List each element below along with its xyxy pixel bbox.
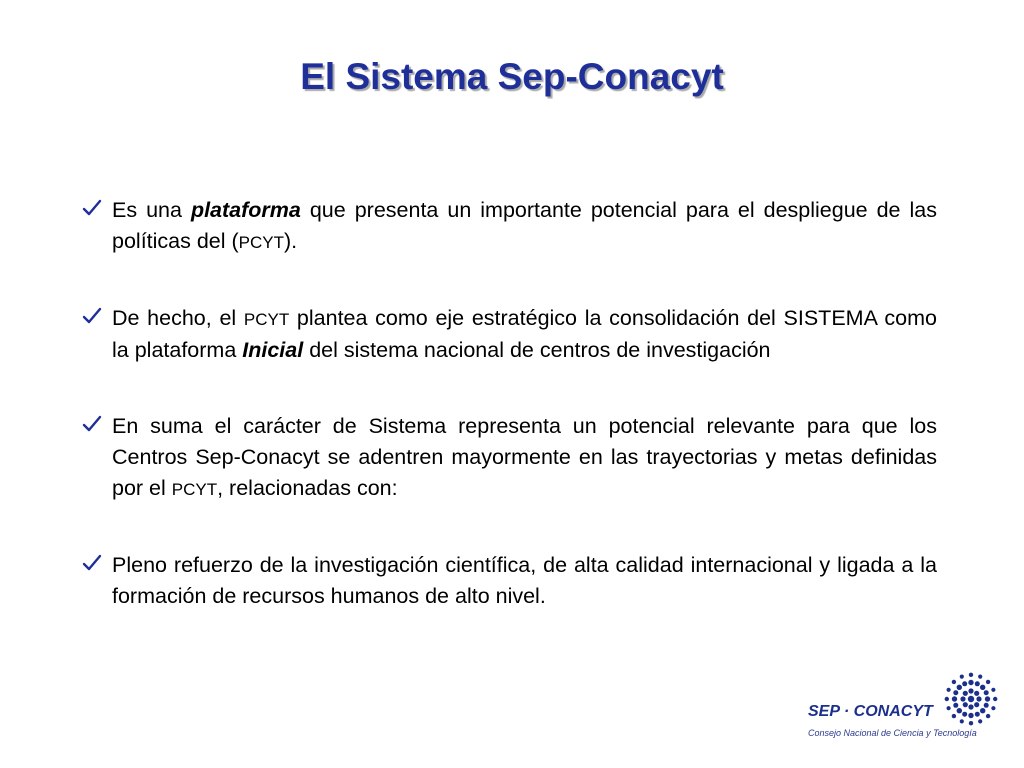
acronym-text: PCYT	[171, 480, 218, 499]
bullet-item	[82, 303, 937, 366]
bullet-text-part: De hecho, el	[112, 306, 244, 330]
bullet-text-part: Pleno refuerzo de la investigación científica, de alta calidad internacional y ligada a la formación de recursos humanos de alto nivel.	[112, 553, 937, 608]
checkmark-icon	[82, 195, 112, 218]
conacyt-dots-icon	[944, 672, 998, 726]
slide-title: El Sistema Sep-Conacyt	[300, 56, 724, 97]
bullet-item	[82, 550, 937, 612]
bullet-text-part: del sistema nacional de centros de investigación	[303, 338, 771, 362]
bullet-text-part: , relacionadas con:	[217, 476, 398, 500]
emphasis-text: plataforma	[190, 198, 301, 222]
acronym-text: PCYT	[243, 310, 290, 329]
logo-subtitle: Consejo Nacional de Ciencia y Tecnología	[808, 728, 977, 738]
logo-separator: ·	[843, 703, 850, 720]
bullet-text-part: que presenta un importante potencial para el despliegue de las políticas del (	[112, 198, 937, 253]
bullet-text	[112, 411, 937, 505]
logo-brand-sep: SEP	[808, 703, 840, 720]
bullet-text-part: ).	[284, 229, 298, 253]
bullet-item	[82, 411, 937, 505]
bullet-text-part: Es una	[112, 198, 191, 222]
bullet-list	[82, 195, 937, 612]
bullet-text-part: En suma el carácter de Sistema representa un potencial relevante para que los Centros Sep-Conacyt se adentren mayormente en las trayectorias y metas definidas por el	[112, 414, 937, 500]
sep-conacyt-logo	[808, 672, 1008, 744]
acronym-text: PCYT	[238, 233, 285, 252]
bullet-item	[82, 195, 937, 258]
bullet-text-part: plantea como eje estratégico la consolidación del SISTEMA como la plataforma	[112, 306, 937, 362]
logo-brand-conacyt: CONACYT	[853, 703, 933, 720]
bullet-text	[112, 550, 937, 612]
bullet-text	[112, 303, 937, 366]
bullet-text	[112, 195, 937, 258]
logo-wordmark	[808, 703, 933, 721]
checkmark-icon	[82, 303, 112, 326]
checkmark-icon	[82, 411, 112, 434]
emphasis-text: Inicial	[242, 338, 304, 362]
checkmark-icon	[82, 550, 112, 573]
